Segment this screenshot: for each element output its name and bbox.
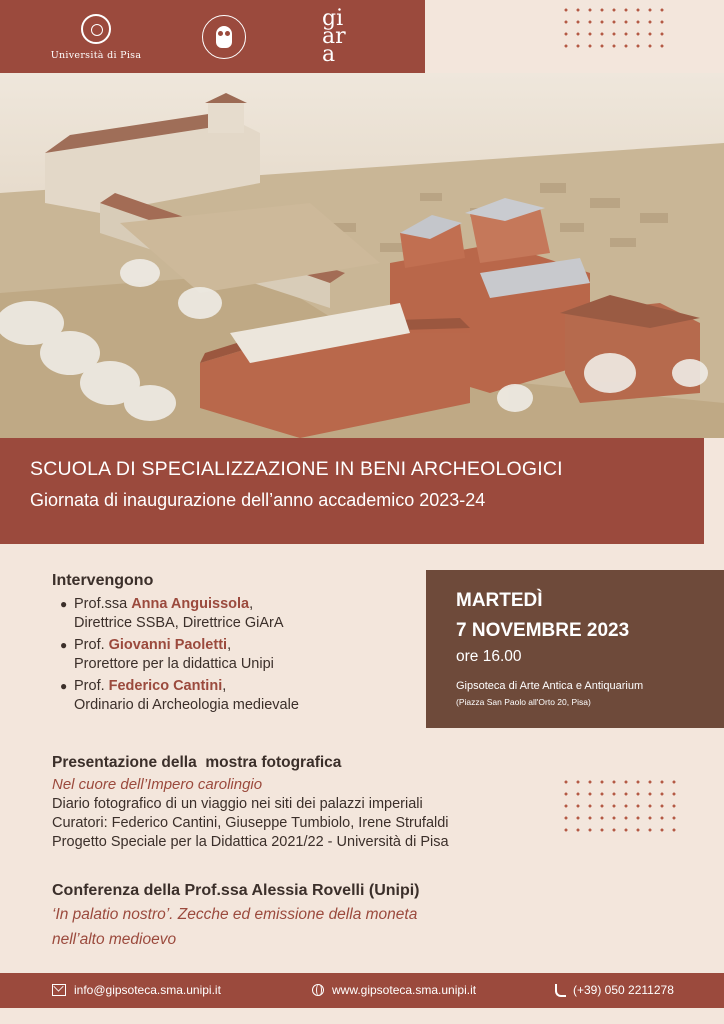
owl-seal-icon <box>202 15 246 59</box>
speakers-heading: Intervengono <box>52 572 154 589</box>
exhibition-line: Curatori: Federico Cantini, Giuseppe Tumbiolo, Irene Strufaldi <box>52 815 449 831</box>
main-title: SCUOLA DI SPECIALIZZAZIONE IN BENI ARCHEOLOGICI <box>30 458 563 480</box>
title-band <box>0 438 704 544</box>
event-day: MARTEDÌ <box>456 590 543 611</box>
footer-bar <box>0 973 724 1008</box>
event-venue: Gipsoteca di Arte Antica e Antiquarium <box>456 680 644 692</box>
speaker-prefix: Prof.ssa <box>74 596 128 612</box>
header-bar <box>0 0 425 73</box>
university-seal-icon <box>81 14 111 44</box>
hero-illustration <box>0 73 724 438</box>
event-date: 7 NOVEMBRE 2023 <box>456 620 630 641</box>
event-date-box <box>426 570 724 728</box>
speaker-role: Ordinario di Archeologia medievale <box>74 697 299 713</box>
event-time: ore 16.00 <box>456 648 522 665</box>
speaker-name: Giovanni Paoletti <box>108 637 228 653</box>
email-text[interactable]: info@gipsoteca.sma.unipi.it <box>74 983 221 997</box>
phone-icon <box>555 984 565 996</box>
speaker-item <box>52 637 422 672</box>
conference-title-line2: nell’alto medioevo <box>52 931 177 948</box>
speaker-role: Prorettore per la didattica Unipi <box>74 656 274 672</box>
speaker-suffix: , <box>222 678 227 694</box>
speaker-prefix: Prof. <box>74 678 105 694</box>
monastery-reconstruction-image <box>0 73 724 438</box>
bullet-icon: ● <box>60 679 68 693</box>
exhibition-heading: Presentazione della mostra fotografica <box>52 754 342 771</box>
speaker-suffix: , <box>227 637 232 653</box>
footer-phone[interactable] <box>555 983 674 997</box>
footer-website[interactable] <box>312 983 476 997</box>
exhibition-line: Progetto Speciale per la Didattica 2021/22 - Università di Pisa <box>52 834 449 850</box>
phone-text[interactable]: (+39) 050 2211278 <box>573 983 674 997</box>
university-logo-text: Università di Pisa <box>50 49 142 61</box>
website-text[interactable]: www.gipsoteca.sma.unipi.it <box>332 983 477 997</box>
footer-email[interactable] <box>52 983 221 997</box>
exhibition-section <box>52 754 572 850</box>
speaker-item <box>52 596 422 631</box>
bullet-icon: ● <box>60 638 68 652</box>
university-logo <box>48 8 144 66</box>
conference-heading: Conferenza della Prof.ssa Alessia Rovelli (Unipi) <box>52 882 420 899</box>
conference-section <box>52 882 572 950</box>
speaker-role: Direttrice SSBA, Direttrice GiArA <box>74 615 284 631</box>
speaker-item <box>52 678 422 713</box>
speaker-name: Federico Cantini <box>108 678 223 694</box>
speaker-suffix: , <box>249 596 254 612</box>
speaker-prefix: Prof. <box>74 637 105 653</box>
giara-mark-icon: gi ar a <box>322 6 346 67</box>
exhibition-line: Diario fotografico di un viaggio nei siti dei palazzi imperiali <box>52 796 423 812</box>
event-address: (Piazza San Paolo all'Orto 20, Pisa) <box>456 697 591 707</box>
mail-icon <box>52 984 66 996</box>
bullet-icon: ● <box>60 597 68 611</box>
decorative-dots-middle <box>560 776 684 832</box>
giara-logo <box>322 8 370 66</box>
conference-title-line1: ‘In palatio nostro’. Zecche ed emissione della moneta <box>52 906 418 923</box>
globe-icon <box>312 984 324 996</box>
department-logo <box>196 8 252 66</box>
main-subtitle: Giornata di inaugurazione dell’anno accademico 2023-24 <box>30 490 486 510</box>
decorative-dots-top <box>560 4 672 56</box>
exhibition-subtitle: Nel cuore dell’Impero carolingio <box>52 776 263 793</box>
speaker-name: Anna Anguissola <box>131 596 250 612</box>
speakers-section <box>52 572 422 713</box>
